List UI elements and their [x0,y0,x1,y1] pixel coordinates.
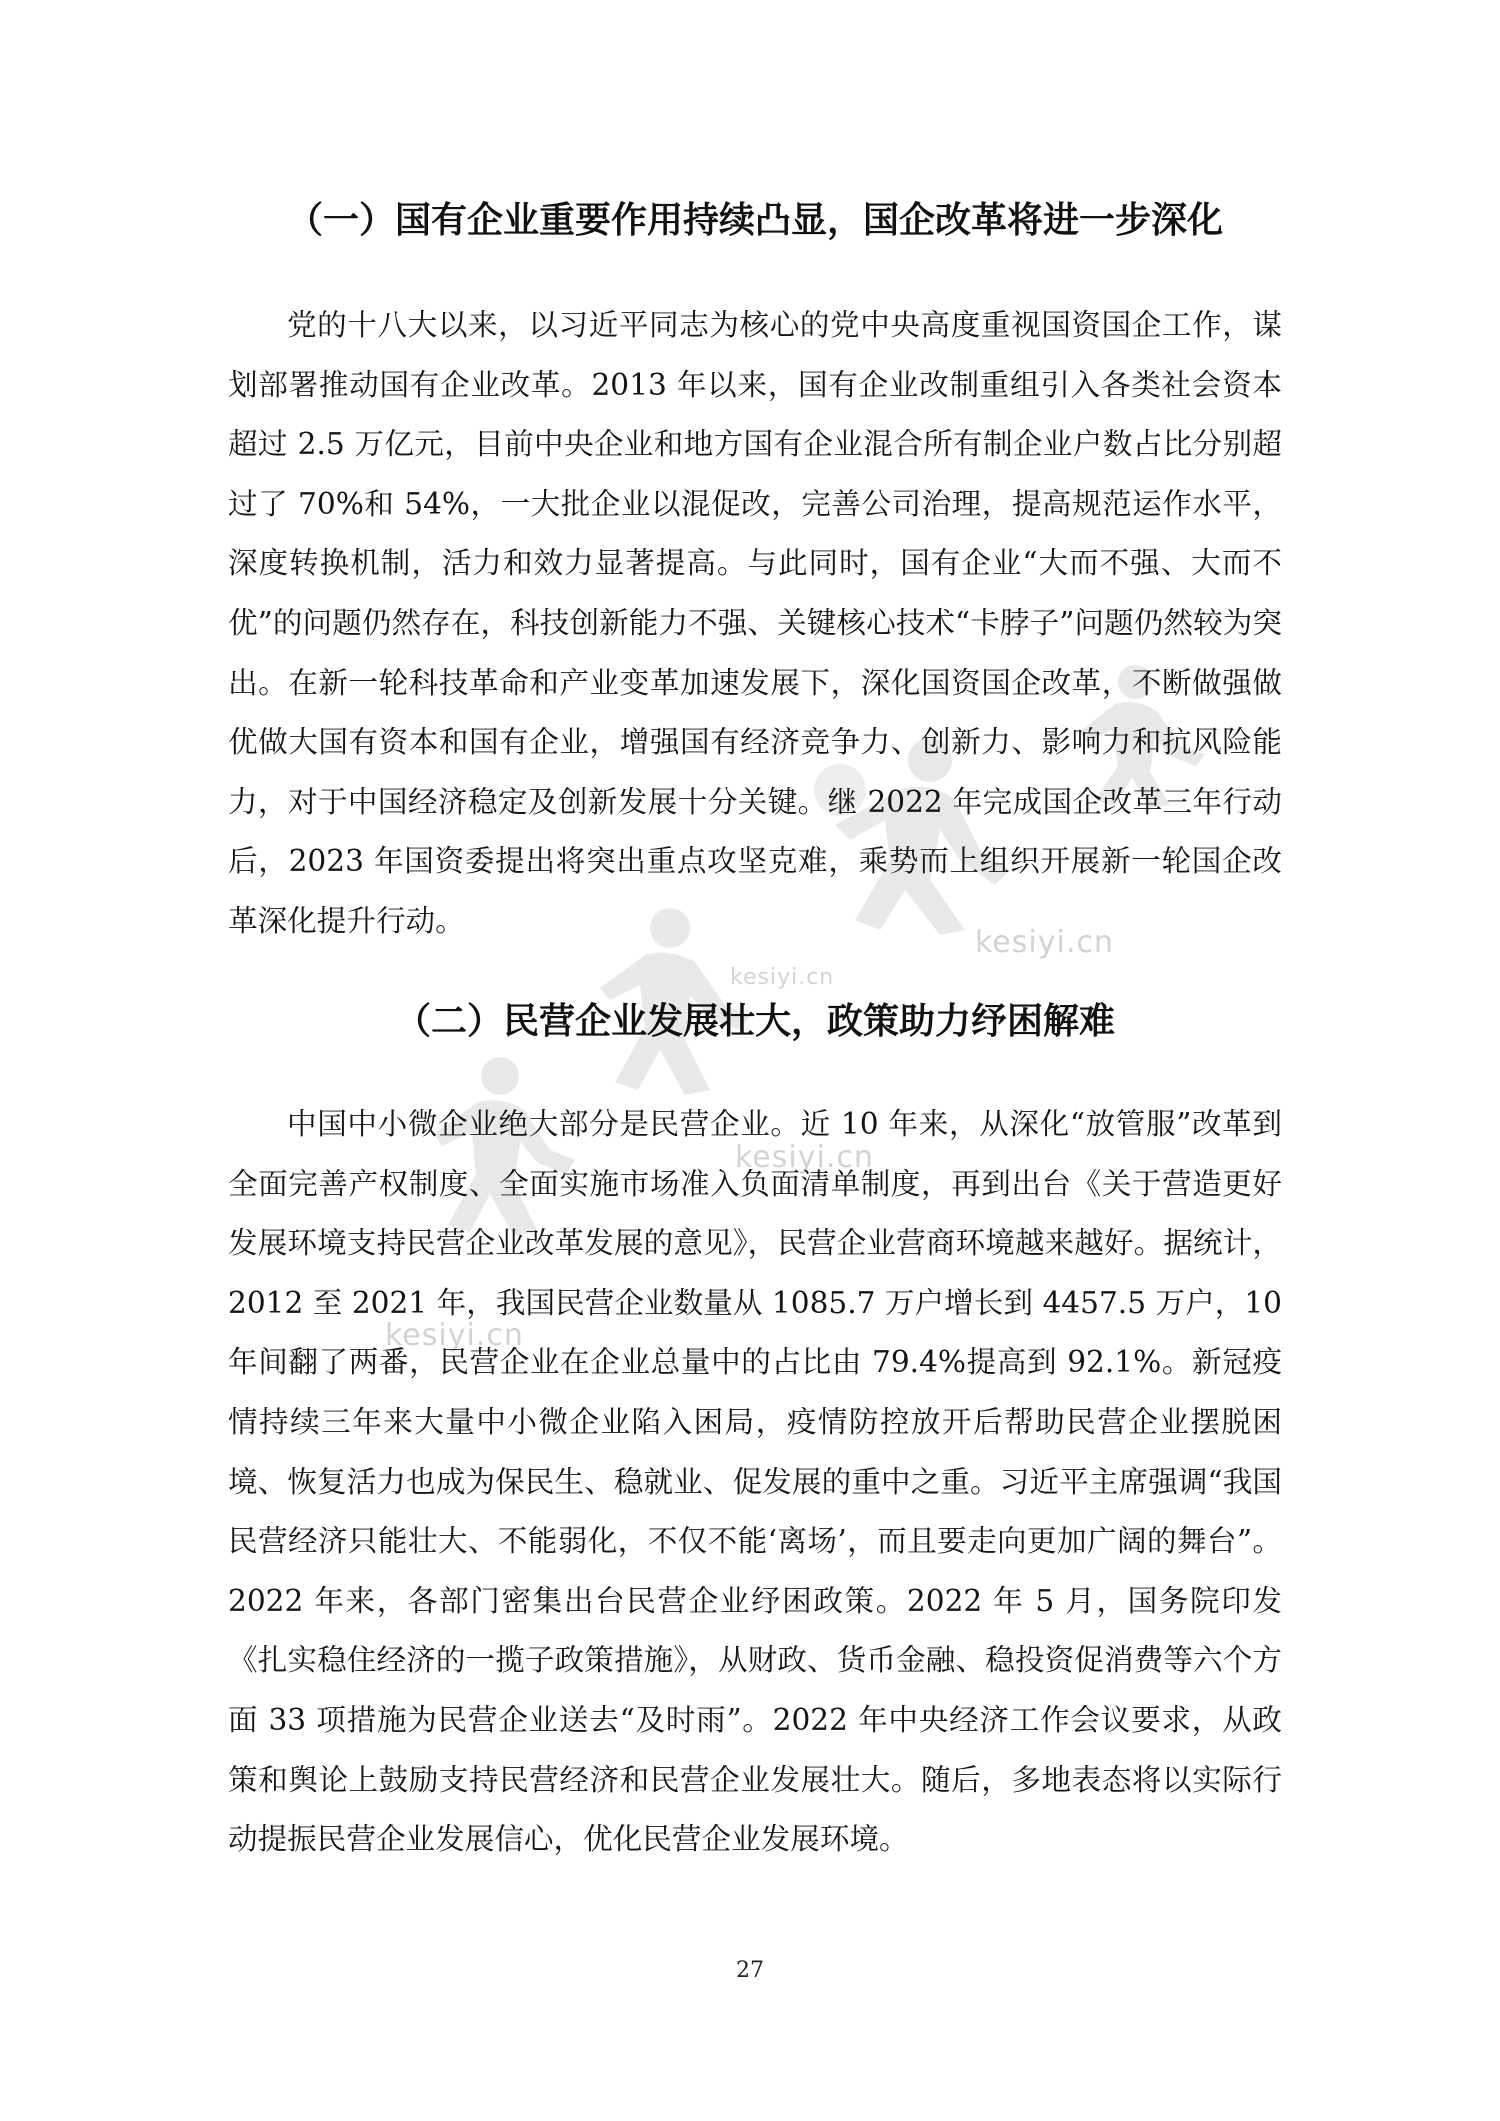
section-heading: （二）民营企业发展壮大，政策助力纾困解难 [394,1001,1115,1042]
section-heading: （一）国有企业重要作用持续凸显，国企改革将进一步深化 [286,200,1223,241]
watermark-text: kesiyi.cn [975,925,1114,960]
watermark-text: kesiyi.cn [735,1140,874,1175]
watermark-text: kesiyi.cn [385,1318,524,1353]
section-paragraph: 党的十八大以来，以习近平同志为核心的党中央高度重视国资国企工作，谋划部署推动国有企业改革。2013 年以来，国有企业改制重组引入各类社会资本超过 2.5 万亿元，目前中央企业和地方国有企业混合所有制企业户数占比分别超过了 70%和 54%，一大批企业以混促改，完善公司治理，提高规范运作水平，深度转换机制，活力和效力显著提高。与此同时，国有企业“大而不强、大而不优”的问题仍然存在，科技创新能力不强、关键核心技术“卡脖子”问题仍然较为突出。在新一轮科技革命和产业变革加速发展下，深化国资国企改革，不断做强做优做大国有资本和国有企业，增强国有经济竞争力、创新力、影响力和抗风险能力，对于中国经济稳定及创新发展十分关键。继 2022 年完成国企改革三年行动后，2023 年国资委提出将突出重点攻坚克难，乘势而上组织开展新一轮国企改革深化提升行动。 [228,308,1282,938]
watermark-text: kesiyi.cn [730,965,835,990]
section-paragraph: 中国中小微企业绝大部分是民营企业。近 10 年来，从深化“放管服”改革到全面完善产权制度、全面实施市场准入负面清单制度，再到出台《关于营造更好发展环境支持民营企业改革发展的意见》，民营企业营商环境越来越好。据统计，2012 至 2021 年，我国民营企业数量从 1085.7 万户增长到 4457.5 万户，10 年间翻了两番，民营企业在企业总量中的占比由 79.4%提高到 92.1%。新冠疫情持续三年来大量中小微企业陷入困局，疫情防控放开后帮助民营企业摆脱困境、恢复活力也成为保民生、稳就业、促发展的重中之重。习近平主席强调“我国民营经济只能壮大、不能弱化，不仅不能‘离场’，而且要走向更加广阔的舞台”。2022 年来，各部门密集出台民营企业纾困政策。2022 年 5 月，国务院印发《扎实稳住经济的一揽子政策措施》，从财政、货币金融、稳投资促消费等六个方面 33 项措施为民营企业送去“及时雨”。2022 年中央经济工作会议要求，从政策和舆论上鼓励支持民营经济和民营企业发展壮大。随后，多地表态将以实际行动提振民营企业发展信心，优化民营企业发展环境。 [228,1107,1282,1857]
page-number: 27 [736,1958,764,1983]
